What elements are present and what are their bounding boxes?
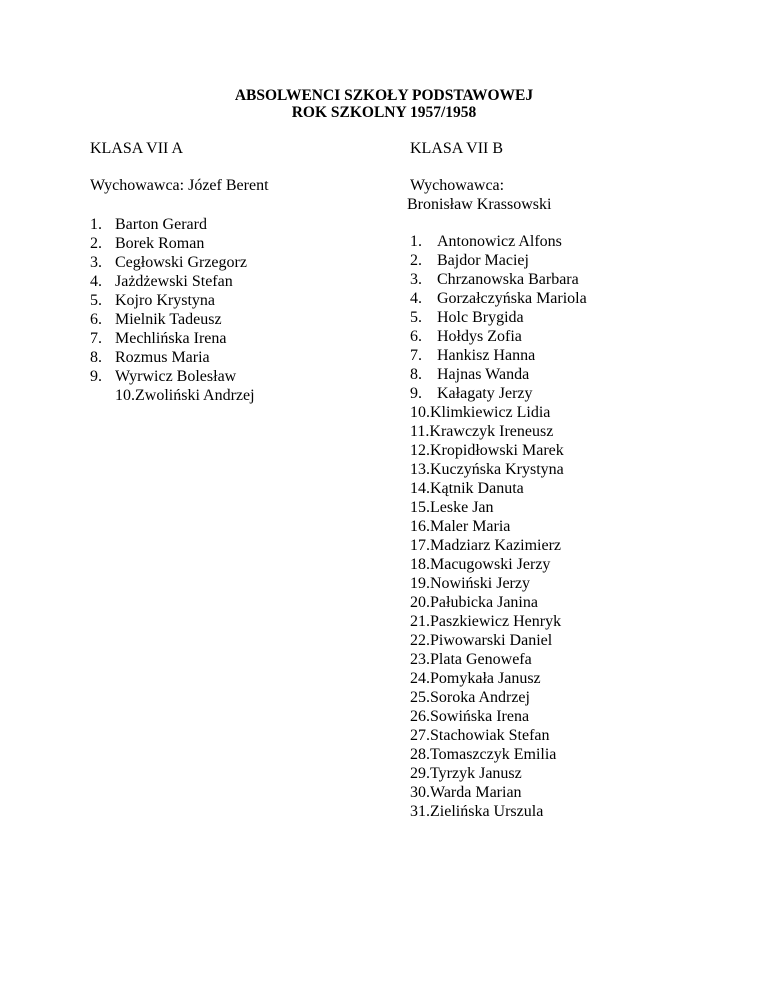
student-number: 6.	[90, 311, 102, 328]
student-list-item	[90, 348, 390, 367]
student-list-item	[410, 650, 710, 669]
school-year: ROK SZKOLNY 1957/1958	[291, 104, 477, 121]
student-name: Hajnas Wanda	[437, 366, 530, 383]
student-list-item	[410, 783, 710, 802]
student-number: 23.	[410, 651, 430, 668]
student-number: 4.	[410, 290, 422, 307]
class-b-heading: KLASA VII B	[410, 140, 504, 157]
student-list-item	[410, 802, 710, 821]
student-name: Antonowicz Alfons	[437, 233, 562, 250]
student-number: 25.	[410, 689, 430, 706]
student-list-item	[410, 536, 710, 555]
student-list-item	[90, 367, 390, 386]
student-list-item	[410, 270, 710, 289]
student-list-item	[410, 365, 710, 384]
student-number: 2.	[410, 252, 422, 269]
student-list-item	[410, 745, 710, 764]
student-name: Kojro Krystyna	[115, 292, 215, 309]
student-number: 15.	[410, 499, 430, 516]
student-list-item	[410, 384, 710, 403]
student-number: 20.	[410, 594, 430, 611]
student-number: 16.	[410, 518, 430, 535]
student-number: 14.	[410, 480, 430, 497]
student-list-item	[410, 498, 710, 517]
class-a-teacher	[90, 176, 390, 195]
class-a-column	[90, 139, 390, 405]
student-name: Zwoliński Andrzej	[135, 387, 255, 404]
student-list-item	[90, 253, 390, 272]
student-list-item	[410, 441, 710, 460]
student-list-item	[410, 289, 710, 308]
student-name: Kałagaty Jerzy	[437, 385, 533, 402]
student-name: Soroka Andrzej	[430, 689, 530, 706]
student-number: 30.	[410, 784, 430, 801]
class-a-student-list	[90, 215, 390, 405]
class-a-teacher-label: Wychowawca: Józef Berent	[90, 177, 269, 194]
student-number: 12.	[410, 442, 430, 459]
student-number: 8.	[410, 366, 422, 383]
student-list-item	[410, 327, 710, 346]
student-name: Rozmus Maria	[115, 349, 210, 366]
student-list-item	[90, 234, 390, 253]
student-name: Hankisz Hanna	[437, 347, 536, 364]
student-number: 7.	[90, 330, 102, 347]
student-name: Paszkiewicz Henryk	[430, 613, 562, 630]
student-number: 13.	[410, 461, 430, 478]
student-list-item	[90, 386, 390, 405]
student-name: Macugowski Jerzy	[430, 556, 551, 573]
student-name: Warda Marian	[430, 784, 522, 801]
student-list-item	[410, 669, 710, 688]
student-name: Plata Genowefa	[430, 651, 532, 668]
student-list-item	[410, 460, 710, 479]
student-number: 28.	[410, 746, 430, 763]
student-name: Krawczyk Ireneusz	[429, 423, 554, 440]
student-name: Madziarz Kazimierz	[430, 537, 562, 554]
student-list-item	[410, 308, 710, 327]
student-number: 1.	[410, 233, 422, 250]
student-name: Tomaszczyk Emilia	[430, 746, 557, 763]
student-list-item	[410, 479, 710, 498]
student-list-item	[90, 329, 390, 348]
student-list-item	[410, 593, 710, 612]
class-a-heading: KLASA VII A	[90, 140, 184, 157]
student-list-item	[410, 612, 710, 631]
student-name: Piwowarski Daniel	[430, 632, 553, 649]
student-list-item	[410, 688, 710, 707]
student-name: Cegłowski Grzegorz	[115, 254, 247, 271]
student-name: Mielnik Tadeusz	[115, 311, 222, 328]
class-b-teacher-name: Bronisław Krassowski	[407, 196, 552, 213]
student-list-item	[410, 555, 710, 574]
student-list-item	[90, 291, 390, 310]
student-name: Kropidłowski Marek	[430, 442, 564, 459]
student-name: Leske Jan	[430, 499, 494, 516]
student-number: 8.	[90, 349, 102, 366]
student-number: 3.	[90, 254, 102, 271]
student-number: 26.	[410, 708, 430, 725]
student-number: 2.	[90, 235, 102, 252]
class-b-teacher	[407, 176, 710, 214]
student-list-item	[90, 272, 390, 291]
student-name: Chrzanowska Barbara	[437, 271, 579, 288]
student-list-item	[410, 403, 710, 422]
student-number: 19.	[410, 575, 430, 592]
student-number: 10.	[410, 404, 430, 421]
student-name: Tyrzyk Janusz	[430, 765, 522, 782]
student-number: 22.	[410, 632, 430, 649]
student-list-item	[410, 707, 710, 726]
student-list-item	[410, 422, 710, 441]
student-name: Wyrwicz Bolesław	[115, 368, 237, 385]
student-list-item	[90, 310, 390, 329]
student-number: 10.	[115, 387, 135, 404]
document-title: ABSOLWENCI SZKOŁY PODSTAWOWEJ	[234, 87, 534, 104]
student-number: 1.	[90, 216, 102, 233]
student-name: Kątnik Danuta	[430, 480, 524, 497]
student-list-item	[410, 251, 710, 270]
student-list-item	[410, 232, 710, 251]
student-name: Barton Gerard	[115, 216, 207, 233]
student-number: 21.	[410, 613, 430, 630]
student-number: 5.	[410, 309, 422, 326]
student-name: Pomykała Janusz	[430, 670, 541, 687]
student-name: Kuczyńska Krystyna	[430, 461, 564, 478]
class-b-column	[407, 139, 710, 821]
student-number: 9.	[410, 385, 422, 402]
student-name: Mechlińska Irena	[115, 330, 227, 347]
student-list-item	[410, 631, 710, 650]
student-number: 4.	[90, 273, 102, 290]
student-name: Hołdys Zofia	[437, 328, 522, 345]
student-number: 29.	[410, 765, 430, 782]
student-list-item	[410, 346, 710, 365]
student-name: Klimkiewicz Lidia	[430, 404, 551, 421]
student-list-item	[410, 574, 710, 593]
student-name: Stachowiak Stefan	[430, 727, 550, 744]
student-name: Nowiński Jerzy	[430, 575, 530, 592]
student-number: 3.	[410, 271, 422, 288]
student-number: 27.	[410, 727, 430, 744]
student-name: Sowińska Irena	[430, 708, 530, 725]
student-number: 17.	[410, 537, 430, 554]
student-name: Bajdor Maciej	[437, 252, 529, 269]
student-name: Pałubicka Janina	[430, 594, 538, 611]
student-number: 6.	[410, 328, 422, 345]
student-name: Gorzałczyńska Mariola	[437, 290, 587, 307]
student-list-item	[410, 764, 710, 783]
student-list-item	[410, 726, 710, 745]
student-name: Borek Roman	[115, 235, 205, 252]
student-number: 24.	[410, 670, 430, 687]
student-name: Holc Brygida	[437, 309, 524, 326]
student-name: Zielińska Urszula	[430, 803, 544, 820]
student-list-item	[90, 215, 390, 234]
student-number: 31.	[410, 803, 430, 820]
class-b-student-list	[410, 232, 710, 821]
student-name: Jażdżewski Stefan	[115, 273, 233, 290]
student-list-item	[410, 517, 710, 536]
student-name: Maler Maria	[430, 518, 511, 535]
student-number: 11.	[410, 423, 430, 440]
class-b-teacher-label: Wychowawca:	[410, 177, 505, 194]
student-number: 18.	[410, 556, 430, 573]
student-number: 9.	[90, 368, 102, 385]
student-number: 7.	[410, 347, 422, 364]
student-number: 5.	[90, 292, 102, 309]
